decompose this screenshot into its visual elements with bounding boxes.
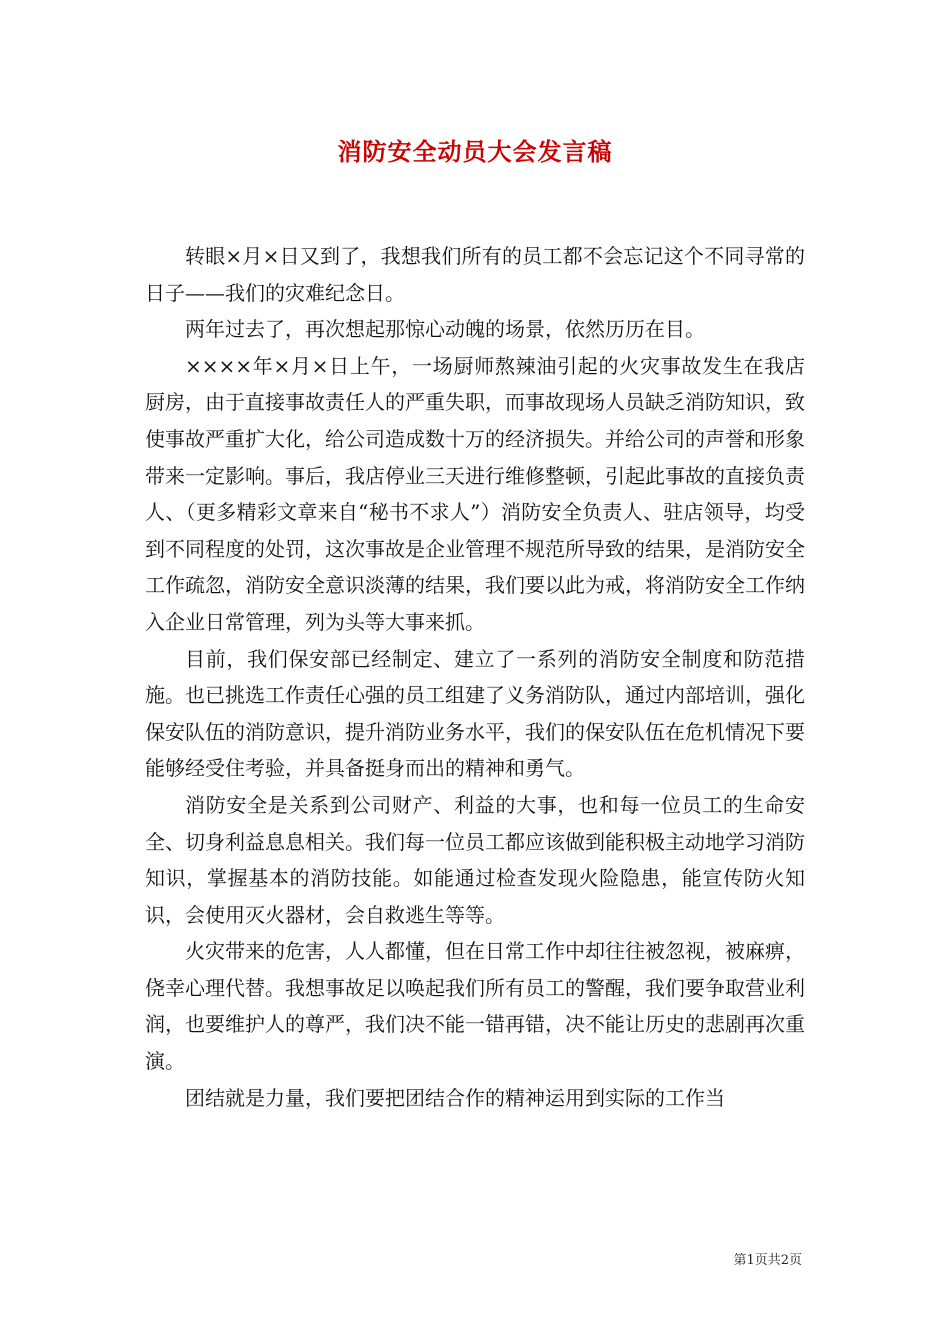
paragraph: 转眼×月×日又到了，我想我们所有的员工都不会忘记这个不同寻常的日子——我们的灾难纪念日。: [145, 244, 805, 305]
document-body: [145, 238, 805, 1116]
paragraph: ××××年×月×日上午，一场厨师熬辣油引起的火灾事故发生在我店厨房，由于直接事故责任人的严重失职，而事故现场人员缺乏消防知识，致使事故严重扩大化，给公司造成数十万的经济损失。并给公司的声誉和形象带来一定影响。事后，我店停业三天进行维修整顿，引起此事故的直接负责人、（更多精彩文章来自“秘书不求人”）消防安全负责人、驻店领导，均受到不同程度的处罚，这次事故是企业管理不规范所导致的结果，是消防安全工作疏忽，消防安全意识淡薄的结果，我们要以此为戒，将消防安全工作纳入企业日常管理，列为头等大事来抓。: [145, 353, 805, 634]
page-number-label: 第1页共2页: [733, 1253, 802, 1268]
paragraph: 目前，我们保安部已经制定、建立了一系列的消防安全制度和防范措施。也已挑选工作责任心强的员工组建了义务消防队，通过内部培训，强化保安队伍的消防意识，提升消防业务水平，我们的保安队伍在危机情况下要能够经受住考验，并具备挺身而出的精神和勇气。: [145, 646, 805, 781]
paragraph: 两年过去了，再次想起那惊心动魄的场景，依然历历在目。: [185, 317, 705, 342]
paragraph: 火灾带来的危害，人人都懂，但在日常工作中却往往被忽视，被麻痹，侥幸心理代替。我想事故足以唤起我们所有员工的警醒，我们要争取营业利润，也要维护人的尊严，我们决不能一错再错，决不能让历史的悲剧再次重演。: [145, 939, 805, 1074]
paragraph: 消防安全是关系到公司财产、利益的大事，也和每一位员工的生命安全、切身利益息息相关。我们每一位员工都应该做到能积极主动地学习消防知识，掌握基本的消防技能。如能通过检查发现火险隐患，能宣传防火知识，会使用灭火器材，会自救逃生等等。: [145, 792, 805, 927]
document-title: 消防安全动员大会发言稿: [337, 137, 613, 166]
page-number-footer: [733, 1249, 802, 1268]
paragraph: 团结就是力量，我们要把团结合作的精神运用到实际的工作当: [185, 1085, 725, 1110]
